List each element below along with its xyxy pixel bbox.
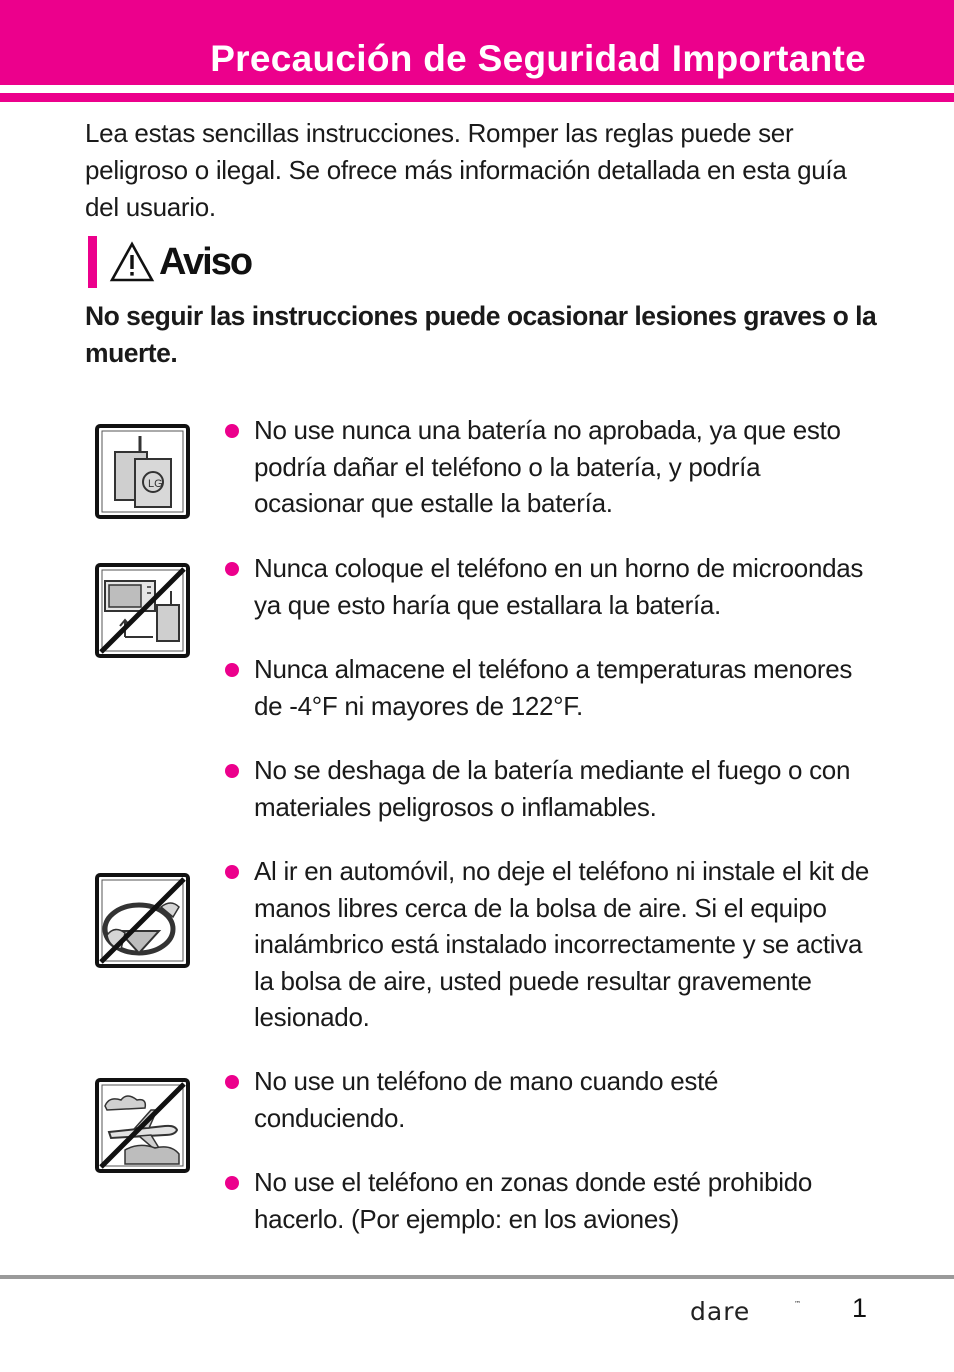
aviso-heading: [88, 236, 251, 288]
bullet-item: [225, 412, 875, 522]
bullet-item: [225, 550, 875, 623]
bullet-dot: [225, 1075, 239, 1089]
header-band: [0, 0, 954, 85]
bullet-item: [225, 1063, 875, 1136]
bullet-item: [225, 853, 875, 1036]
no-microwave-icon: [95, 563, 190, 658]
header-divider: [0, 93, 954, 102]
aviso-accent-bar: [88, 236, 97, 288]
bullet-item: [225, 651, 875, 724]
bullet-text: No se deshaga de la batería mediante el fuego o con materiales peligrosos o inflamables.: [254, 755, 851, 822]
bullet-dot: [225, 663, 239, 677]
bullet-text: No use un teléfono de mano cuando esté conduciendo.: [254, 1066, 719, 1133]
bullet-item: [225, 1164, 875, 1237]
bullet-text: Nunca coloque el teléfono en un horno de microondas ya que esto haría que estallara la batería.: [254, 553, 864, 620]
bullet-text: Nunca almacene el teléfono a temperaturas menores de -4°F ni mayores de 122°F.: [254, 654, 853, 721]
warning-statement: No seguir las instrucciones puede ocasionar lesiones graves o la muerte.: [85, 301, 877, 368]
page-title: Precaución de Seguridad Importante: [210, 38, 866, 79]
bullet-text: No use nunca una batería no aprobada, ya que esto podría dañar el teléfono o la batería, y podría ocasionar que estalle la batería.: [254, 415, 841, 518]
bullet-dot: [225, 562, 239, 576]
bullet-dot: [225, 424, 239, 438]
bullet-item: [225, 752, 875, 825]
dare-logo: [690, 1298, 805, 1324]
intro-paragraph: Lea estas sencillas instrucciones. Romper las reglas puede ser peligroso o ilegal. Se ofrece más información detallada en esta guía del usuario.: [85, 118, 847, 222]
no-airbag-icon: [95, 873, 190, 968]
bullet-dot: [225, 865, 239, 879]
warning-triangle-icon: [109, 241, 155, 283]
svg-text:LG: LG: [148, 478, 163, 490]
footer-divider: [0, 1275, 954, 1279]
dare-logo-text: dare: [690, 1298, 751, 1324]
bullet-dot: [225, 1176, 239, 1190]
bullet-dot: [225, 764, 239, 778]
bullet-text: No use el teléfono en zonas donde esté prohibido hacerlo. (Por ejemplo: en los aviones): [254, 1167, 813, 1234]
aviso-label: Aviso: [159, 240, 252, 283]
page-number: 1: [852, 1293, 868, 1323]
no-airplane-icon: [95, 1078, 190, 1173]
bullet-text: Al ir en automóvil, no deje el teléfono ni instale el kit de manos libres cerca de la bolsa de aire. Si el equipo inalámbrico está instalado incorrectamente y se activa la bolsa de aire, usted puede resultar gravemente lesionado.: [254, 856, 870, 1032]
battery-phone-icon: [95, 424, 190, 519]
dare-logo-tm: ™: [794, 1300, 801, 1308]
